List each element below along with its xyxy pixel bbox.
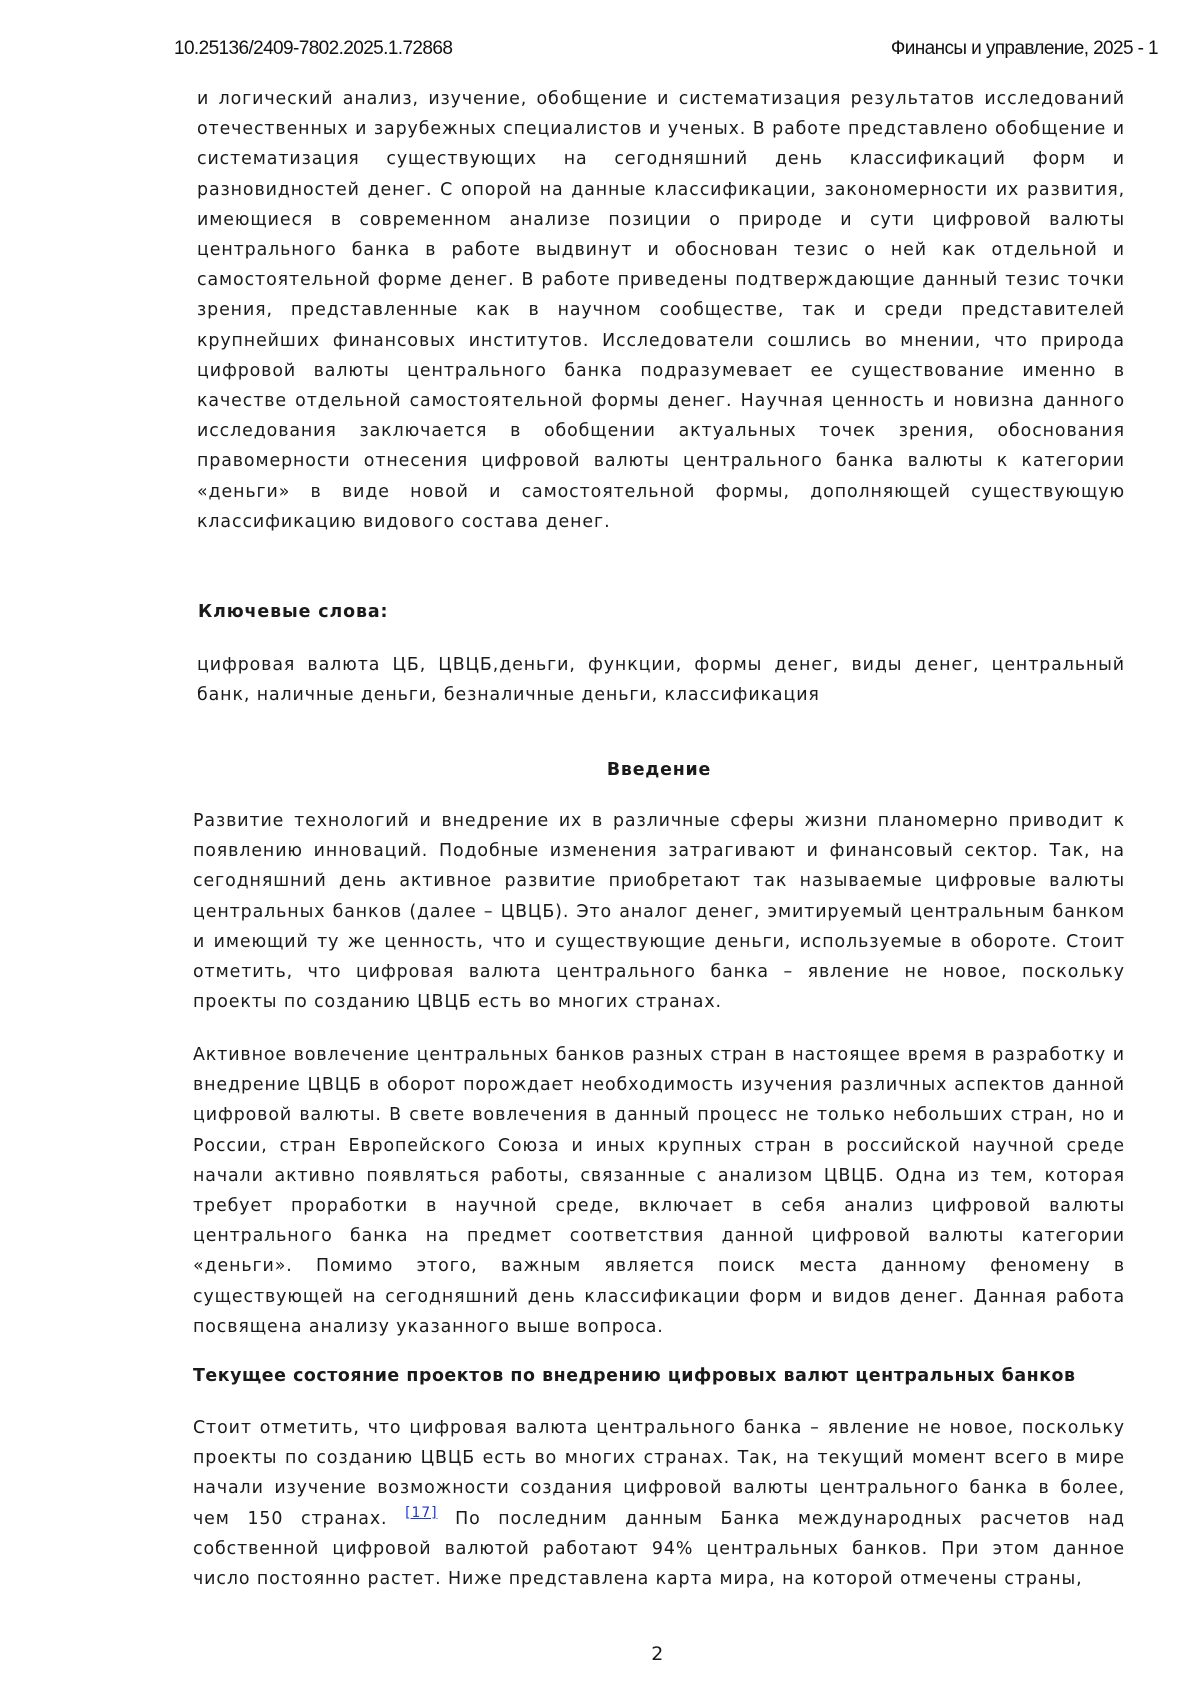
introduction-paragraph-1: Развитие технологий и внедрение их в различные сферы жизни планомерно приводит к появлению инноваций. Подобные изменения затрагивают и финансовый сектор. Так, на сегодняшний день активное развитие приобретают так называемые цифровые валюты центральных банков (далее – ЦВЦБ). Это аналог денег, эмитируемый центральным банком и имеющий ту же ценность, что и существующие деньги, используемые в обороте. Стоит отметить, что цифровая валюта центрального банка – явление не новое, поскольку проекты по созданию ЦВЦБ есть во многих странах. <box>193 811 1125 1013</box>
running-header <box>174 36 1158 62</box>
introduction-heading: Введение <box>606 760 712 780</box>
abstract-continuation: и логический анализ, изучение, обобщение и систематизация результатов исследований отечественных и зарубежных специалистов и ученых. В работе представлено обобщение и систематизация существующих на сегодняшний день классификаций форм и разновидностей денег. С опорой на данные классификации, закономерности их развития, имеющиеся в современном анализе позиции о природе и сути цифровой валюты центрального банка в работе выдвинут и обоснован тезис о ней как отдельной и самостоятельной форме денег. В работе приведены подтверждающие данный тезис точки зрения, представленные как в научном сообществе, так и среди представителей крупнейших финансовых институтов. Исследователи сошлись во мнении, что природа цифровой валюты центрального банка подразумевает ее существование именно в качестве отдельной самостоятельной формы денег. Научная ценность и новизна данного исследования заключается в обобщении актуальных точек зрения, обоснования правомерности отнесения цифровой валюты центрального банка валюты к категории «деньги» в виде новой и самостоятельной формы, дополняющей существующую классификацию видового состава денег. <box>197 89 1125 532</box>
current-state-paragraph-1 <box>193 1413 1125 1594</box>
introduction-paragraph-2-block <box>193 1040 1125 1342</box>
page-number: 2 <box>651 1643 664 1665</box>
doi-text: 10.25136/2409-7802.2025.1.72868 <box>174 38 453 59</box>
current-state-text-before-reference: Стоит отметить, что цифровая валюта центрального банка – явление не новое, поскольку проекты по созданию ЦВЦБ есть во многих странах. Так, на текущий момент всего в мире начали изучение возможности создания цифровой валюты центрального банка в более, чем 150 странах. <box>193 1418 1125 1529</box>
introduction-paragraph-2: Активное вовлечение центральных банков разных стран в настоящее время в разработку и внедрение ЦВЦБ в оборот порождает необходимость изучения различных аспектов данной цифровой валюты. В свете вовлечения в данный процесс не только небольших стран, но и России, стран Европейского Союза и иных крупных стран в российской научной среде начали активно появляться работы, связанные с анализом ЦВЦБ. Одна из тем, которая требует проработки в научной среде, включает в себя анализ цифровой валюты центрального банка на предмет соответствия данной цифровой валюты категории «деньги». Помимо этого, важным является поиск места данному феномену в существующей на сегодняшний день классификации форм и видов денег. Данная работа посвящена анализу указанного выше вопроса. <box>193 1045 1125 1337</box>
introduction-paragraph-1-block <box>193 806 1125 1017</box>
abstract-section <box>197 84 1125 537</box>
current-state-heading: Текущее состояние проектов по внедрению цифровых валют центральных банков <box>193 1366 1076 1386</box>
keywords-list: цифровая валюта ЦБ, ЦВЦБ,деньги, функции, формы денег, виды денег, центральный банк, наличные деньги, безналичные деньги, классификация <box>197 655 1125 706</box>
journal-issue: Финансы и управление, 2025 - 1 <box>890 38 1158 59</box>
current-state-text-after-reference: По последним данным Банка международных расчетов над собственной цифровой валютой работают 94% центральных банков. При этом данное число постоянно растет. Ниже представлена карта мира, на которой отмечены страны, <box>193 1508 1125 1590</box>
keywords-title: Ключевые слова: <box>198 602 389 622</box>
reference-link-17[interactable]: [17] <box>405 1504 438 1521</box>
current-state-paragraph-block <box>193 1413 1125 1594</box>
